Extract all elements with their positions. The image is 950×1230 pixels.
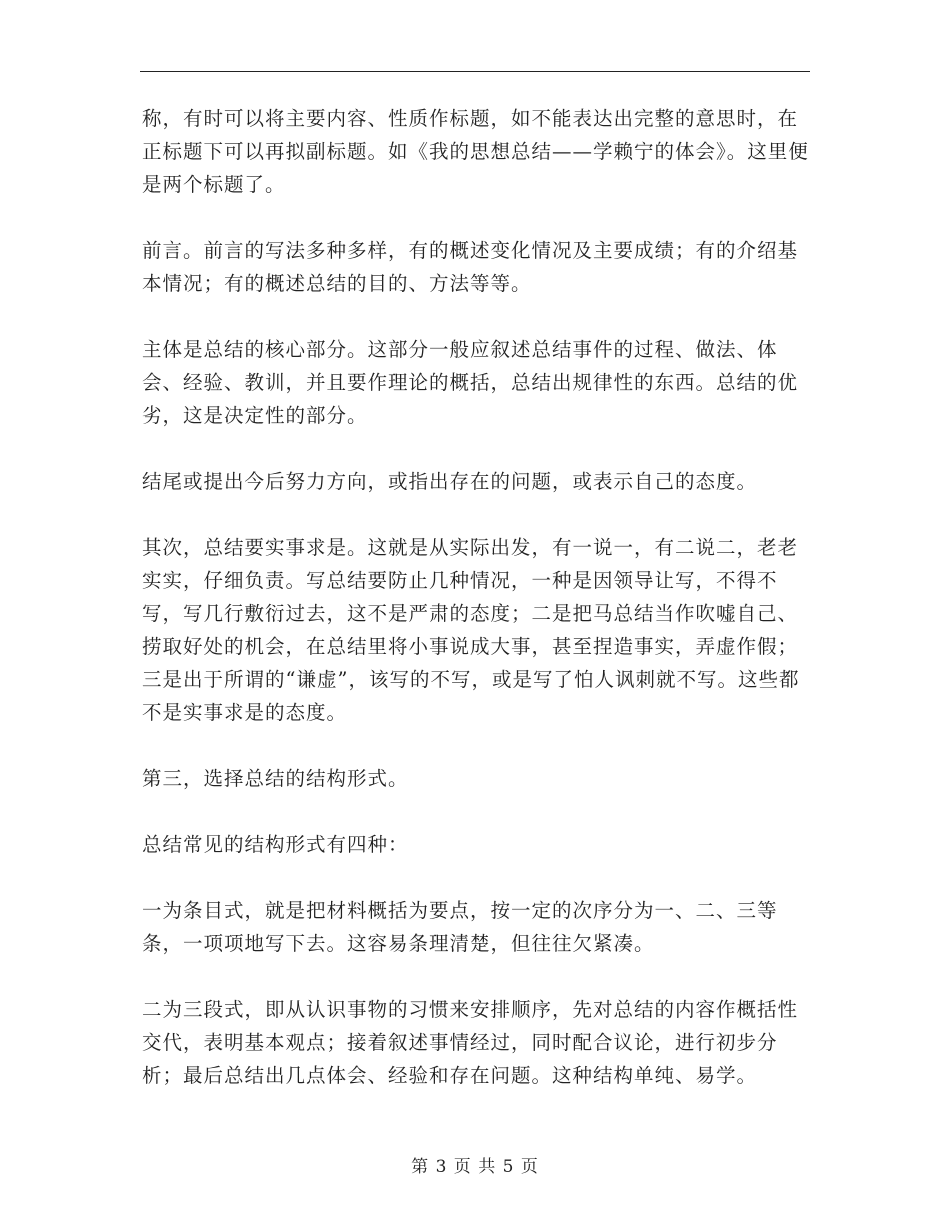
paragraph-2: 前言。前言的写法多种多样，有的概述变化情况及主要成绩；有的介绍基本情况；有的概述总结的目的、方法等等。 [142,239,799,295]
paragraph-9: 二为三段式，即从认识事物的习惯来安排顺序，先对总结的内容作概括性交代，表明基本观点；接着叙述事情经过，同时配合议论，进行初步分析；最后总结出几点体会、经验和存在问题。这种结构单纯、易学。 [142,998,799,1087]
paragraph-5: 其次，总结要实事求是。这就是从实际出发，有一说一，有二说二，老老实实，仔细负责。写总结要防止几种情况，一种是因领导让写，不得不写，写几行敷衍过去，这不是严肃的态度；二是把马总结当作吹嘘自己、捞取好处的机会，在总结里将小事说成大事，甚至捏造事实，弄虚作假；三是出于所谓的“谦虚”，该写的不写，或是写了怕人讽刺就不写。这些都不是实事求是的态度。 [142,536,800,724]
paragraph-6: 第三，选择总结的结构形式。 [142,767,409,790]
paragraph-4: 结尾或提出今后努力方向，或指出存在的问题，或表示自己的态度。 [142,470,758,493]
page-number: 第 3 页 共 5 页 [411,1157,539,1177]
body-text [142,102,810,1092]
paragraph-8: 一为条目式，就是把材料概括为要点，按一定的次序分为一、二、三等条，一项项地写下去。这容易条理清楚，但往往欠紧凑。 [142,899,778,955]
paragraph-1: 称，有时可以将主要内容、性质作标题，如不能表达出完整的意思时，在正标题下可以再拟副标题。如《我的思想总结——学赖宁的体会》。这里便是两个标题了。 [142,107,809,196]
paragraph-3: 主体是总结的核心部分。这部分一般应叙述总结事件的过程、做法、体会、经验、教训，并且要作理论的概括，总结出规律性的东西。总结的优劣，这是决定性的部分。 [142,338,799,427]
paragraph-7: 总结常见的结构形式有四种： [142,833,409,856]
header-rule [140,71,810,72]
